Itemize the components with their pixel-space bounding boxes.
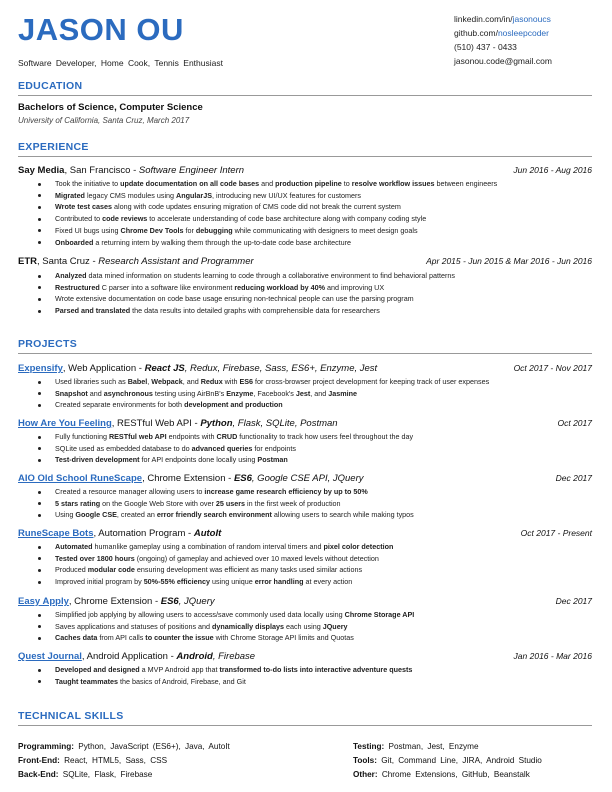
bullet-item: Onboarded a returning intern by walking them through the up-to-date code base architecture: [36, 237, 497, 249]
project-heading: How Are You Feeling, RESTful Web API - Python, Flask, SQLite, Postman Oct 2017: [18, 418, 592, 429]
phone: (510) 437 - 0433: [454, 42, 517, 52]
tagline: Software Developer, Home Cook, Tennis Enthusiast: [18, 58, 223, 68]
project-heading: Expensify, Web Application - React JS, Redux, Firebase, Sass, ES6+, Enzyme, Jest Oct 2017 - Nov 2017: [18, 363, 592, 374]
bullet-item: Tested over 1800 hours (ongoing) of gameplay and achieved over 10 maxed levels without detection: [36, 553, 393, 565]
bullet-item: Taught teammates the basics of Android, Firebase, and Git: [36, 676, 412, 688]
linkedin-link[interactable]: linkedin.com/in/jasonoucs: [454, 14, 551, 24]
project-bullets: [36, 541, 393, 588]
bullet-item: Simplified job applying by allowing users to access/save commonly used data locally using Chrome Storage API: [36, 609, 414, 621]
bullet-item: Used libraries such as Babel, Webpack, and Redux with ES6 for cross-browser project development for keeping track of user expenses: [36, 376, 489, 388]
bullet-item: Wrote extensive documentation on code base usage ensuring non-technical people can use the parsing program: [36, 293, 455, 305]
project-link[interactable]: RuneScape Bots: [18, 528, 94, 539]
job-bullets: [36, 270, 455, 317]
skills-right-column: [353, 740, 542, 782]
bullet-item: 5 stars rating on the Google Web Store with over 25 users in the first week of production: [36, 498, 414, 510]
bullet-item: Using Google CSE, created an error friendly search environment allowing users to search while making typos: [36, 509, 414, 521]
project-bullets: [36, 664, 412, 687]
bullet-item: Migrated legacy CMS modules using AngularJS, introducing new UI/UX features for customers: [36, 190, 497, 202]
bullet-item: Snapshot and asynchronous testing using AirBnB's Enzyme, Facebook's Jest, and Jasmine: [36, 388, 489, 400]
project-dates: Oct 2017: [557, 418, 592, 428]
bullet-item: Developed and designed a MVP Android app that transformed to-do lists into interactive adventure quests: [36, 664, 412, 676]
bullet-item: Saves applications and statuses of positions and dynamically displays each using JQuery: [36, 621, 414, 633]
bullet-item: Analyzed data mined information on students learning to code through a collaborative environment to find behavioral patterns: [36, 270, 455, 282]
project-bullets: [36, 376, 489, 411]
job-dates: Apr 2015 - Jun 2015 & Mar 2016 - Jun 2016: [426, 256, 592, 266]
project-link[interactable]: Expensify: [18, 363, 63, 374]
bullet-item: Parsed and translated the data results into detailed graphs with comprehensible data for researchers: [36, 305, 455, 317]
project-link[interactable]: How Are You Feeling: [18, 418, 112, 429]
project-dates: Oct 2017 - Present: [520, 528, 592, 538]
education-divider: [18, 95, 592, 96]
project-heading: AIO Old School RuneScape, Chrome Extension - ES6, Google CSE API, JQuery Dec 2017: [18, 473, 592, 484]
education-title: EDUCATION: [18, 80, 83, 92]
bullet-item: Wrote test cases along with code updates ensuring migration of CMS code did not break the current system: [36, 201, 497, 213]
bullet-item: SQLite used as embedded database to do advanced queries for endpoints: [36, 443, 413, 455]
project-dates: Dec 2017: [555, 596, 592, 606]
bullet-item: Fully functioning RESTful web API endpoints with CRUD functionality to track how users feel throughout the day: [36, 431, 413, 443]
bullet-item: Took the initiative to update documentation on all code bases and production pipeline to resolve workflow issues between engineers: [36, 178, 497, 190]
project-dates: Dec 2017: [555, 473, 592, 483]
bullet-item: Restructured C parser into a software like environment reducing workload by 40% and improving UX: [36, 282, 455, 294]
linkedin-handle[interactable]: jasonoucs: [512, 14, 551, 24]
projects-divider: [18, 353, 592, 354]
project-link[interactable]: Quest Journal: [18, 651, 82, 662]
project-link[interactable]: Easy Apply: [18, 596, 69, 607]
bullet-item: Improved initial program by 50%-55% efficiency using unique error handling at every action: [36, 576, 393, 588]
bullet-item: Created separate environments for both development and production: [36, 399, 489, 411]
degree: Bachelors of Science, Computer Science: [18, 102, 203, 113]
project-heading: Easy Apply, Chrome Extension - ES6, JQuery Dec 2017: [18, 596, 592, 607]
project-dates: Oct 2017 - Nov 2017: [513, 363, 592, 373]
email[interactable]: jasonou.code@gmail.com: [454, 56, 552, 66]
bullet-item: Created a resource manager allowing users to increase game research efficiency by up to 50%: [36, 486, 414, 498]
project-heading: RuneScape Bots, Automation Program - AutoIt Oct 2017 - Present: [18, 528, 592, 539]
github-handle[interactable]: nosleepcoder: [497, 28, 549, 38]
skill-row: Tools: Git, Command Line, JIRA, Android Studio: [353, 756, 542, 765]
project-bullets: [36, 431, 413, 466]
bullet-item: Produced modular code ensuring development was efficient as many tasks used similar actions: [36, 564, 393, 576]
job-dates: Jun 2016 - Aug 2016: [513, 165, 592, 175]
job-bullets: [36, 178, 497, 248]
skills-title: TECHNICAL SKILLS: [18, 710, 124, 722]
experience-title: EXPERIENCE: [18, 141, 89, 153]
skill-row: Other: Chrome Extensions, GitHub, Beanstalk: [353, 770, 530, 779]
project-heading: Quest Journal, Android Application - Android, Firebase Jan 2016 - Mar 2016: [18, 651, 592, 662]
school: University of California, Santa Cruz, March 2017: [18, 116, 190, 125]
contact-block: [454, 12, 552, 68]
bullet-item: Test-driven development for API endpoints done locally using Postman: [36, 454, 413, 466]
resume-name: JASON OU: [18, 12, 184, 47]
skills-left-column: [18, 740, 230, 782]
bullet-item: Automated humanlike gameplay using a combination of random interval timers and pixel color detection: [36, 541, 393, 553]
github-link[interactable]: github.com/nosleepcoder: [454, 28, 549, 38]
skill-row: Testing: Postman, Jest, Enzyme: [353, 742, 479, 751]
job-heading: ETR, Santa Cruz - Research Assistant and Programmer Apr 2015 - Jun 2015 & Mar 2016 - Jun 2016: [18, 256, 592, 267]
project-link[interactable]: AIO Old School RuneScape: [18, 473, 143, 484]
job-heading: Say Media, San Francisco - Software Engineer Intern Jun 2016 - Aug 2016: [18, 165, 592, 176]
project-dates: Jan 2016 - Mar 2016: [513, 651, 592, 661]
bullet-item: Caches data from API calls to counter the issue with Chrome Storage API limits and Quotas: [36, 632, 414, 644]
bullet-item: Contributed to code reviews to accelerate understanding of code base architecture along with company coding style: [36, 213, 497, 225]
skills-divider: [18, 725, 592, 726]
skill-row: Front-End: React, HTML5, Sass, CSS: [18, 756, 168, 765]
projects-title: PROJECTS: [18, 338, 77, 350]
project-bullets: [36, 486, 414, 521]
bullet-item: Fixed UI bugs using Chrome Dev Tools for debugging while communicating with designers to meet design goals: [36, 225, 497, 237]
skill-row: Back-End: SQLite, Flask, Firebase: [18, 770, 153, 779]
skill-row: Programming: Python, JavaScript (ES6+), Java, AutoIt: [18, 742, 230, 751]
project-bullets: [36, 609, 414, 644]
experience-divider: [18, 156, 592, 157]
